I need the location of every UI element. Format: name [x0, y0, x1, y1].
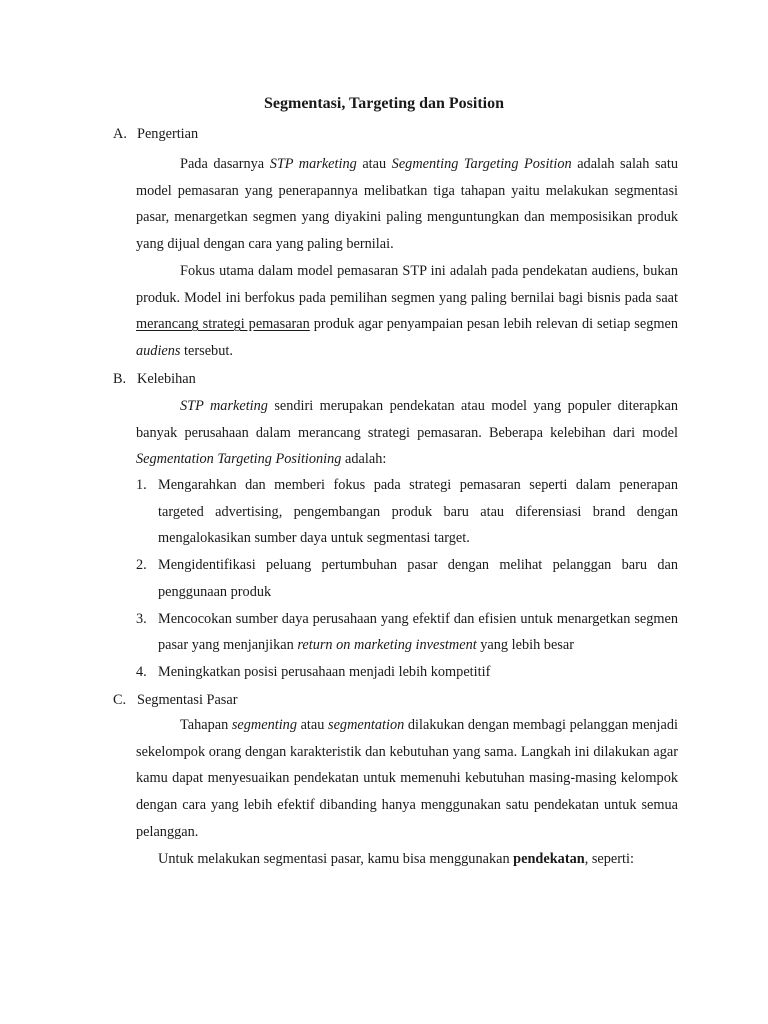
list-item: [136, 472, 678, 552]
list-item: [136, 659, 678, 686]
italic-term: STP marketing: [269, 156, 357, 172]
text-run: tersebut.: [180, 343, 233, 360]
underlined-term: merancang strategi pemasaran: [136, 316, 310, 333]
document-title: Segmentasi, Targeting dan Position: [263, 95, 505, 112]
bold-term: pendekatan: [513, 851, 585, 867]
text-run: Pada dasarnya: [180, 156, 270, 172]
section-b-paragraph-1: [136, 393, 678, 473]
text-run: produk agar penyampaian pesan lebih relevan di setiap segmen: [309, 316, 678, 333]
section-a-paragraph-2: [136, 258, 678, 365]
list-number: 4.: [136, 663, 147, 680]
list-number: 2.: [136, 557, 147, 574]
text-run: adalah salah satu model pemasaran yang penerapannya melibatkan tiga tahapan yaitu melakukan segmentasi pasar, menargetkan segmen yang diyakini paling menguntungkan dan memposisikan produk yang dijual dengan cara yang paling bernilai.: [136, 156, 678, 253]
text-run: Untuk melakukan segmentasi pasar, kamu bisa menggunakan: [158, 851, 514, 867]
text-run: atau: [356, 156, 392, 172]
list-text: Meningkatkan posisi perusahaan menjadi lebih kompetitif: [158, 663, 491, 680]
list-text: yang lebih besar: [476, 637, 574, 654]
text-run: atau: [296, 717, 329, 733]
section-a-heading: [113, 124, 198, 144]
section-c-paragraph-2: [136, 846, 678, 873]
section-b-marker: B.: [113, 371, 127, 387]
list-number: 1.: [136, 477, 147, 493]
section-b-title: Kelebihan: [137, 371, 196, 387]
section-c-title: Segmentasi Pasar: [137, 692, 238, 708]
text-run: , seperti:: [584, 851, 634, 867]
italic-term: return on marketing investment: [297, 637, 477, 654]
text-run: Tahapan: [180, 717, 232, 733]
italic-term: segmentation: [328, 717, 405, 733]
text-run: sendiri merupakan pendekatan atau model yang populer diterapkan banyak perusahaan dalam merancang strategi pemasaran. Beberapa kelebihan dari model: [136, 398, 678, 441]
list-text: Mencocokan sumber daya perusahaan yang efektif dan efisien untuk menargetkan segmen pasar yang menjanjikan: [158, 610, 678, 654]
italic-term: segmenting: [231, 717, 297, 733]
text-run: Fokus utama dalam model pemasaran STP ini adalah pada pendekatan audiens, bukan produk. Model ini berfokus pada pemilihan segmen yang paling bernilai bagi bisnis pada saat: [136, 263, 678, 306]
list-text: Mengidentifikasi peluang pertumbuhan pasar dengan melihat pelanggan baru dan penggunaan produk: [158, 557, 678, 600]
section-a-marker: A.: [113, 126, 127, 142]
section-a-paragraph-1: [136, 151, 678, 258]
advantages-list: [136, 472, 678, 686]
section-b-heading: [113, 369, 196, 389]
text-run: adalah:: [341, 451, 387, 468]
text-run: dilakukan dengan membagi pelanggan menjadi sekelompok orang dengan karakteristik dan kebutuhan yang sama. Langkah ini dilakukan agar kamu dapat menyesuaikan pendekatan untuk memenuhi kebutuhan masing-masing kelompok dengan cara yang lebih efektif dibanding hanya menggunakan satu pendekatan untuk semua pelanggan.: [136, 717, 679, 840]
section-a-title: Pengertian: [137, 126, 199, 142]
italic-term: Segmentation Targeting Positioning: [136, 451, 342, 468]
list-item: [136, 606, 678, 659]
section-c-marker: C.: [113, 692, 127, 708]
italic-term: audiens: [136, 343, 181, 360]
section-c-paragraph-1: [136, 712, 678, 846]
list-text: Mengarahkan dan memberi fokus pada strategi pemasaran seperti dalam penerapan targeted advertising, pengembangan produk baru atau diferensiasi brand dengan mengalokasikan sumber daya untuk segmentasi target.: [158, 477, 678, 547]
italic-term: Segmenting Targeting Position: [391, 156, 572, 172]
list-item: [136, 552, 678, 605]
section-c-heading: [113, 690, 237, 710]
italic-term: STP marketing: [180, 398, 268, 414]
list-number: 3.: [136, 610, 147, 627]
